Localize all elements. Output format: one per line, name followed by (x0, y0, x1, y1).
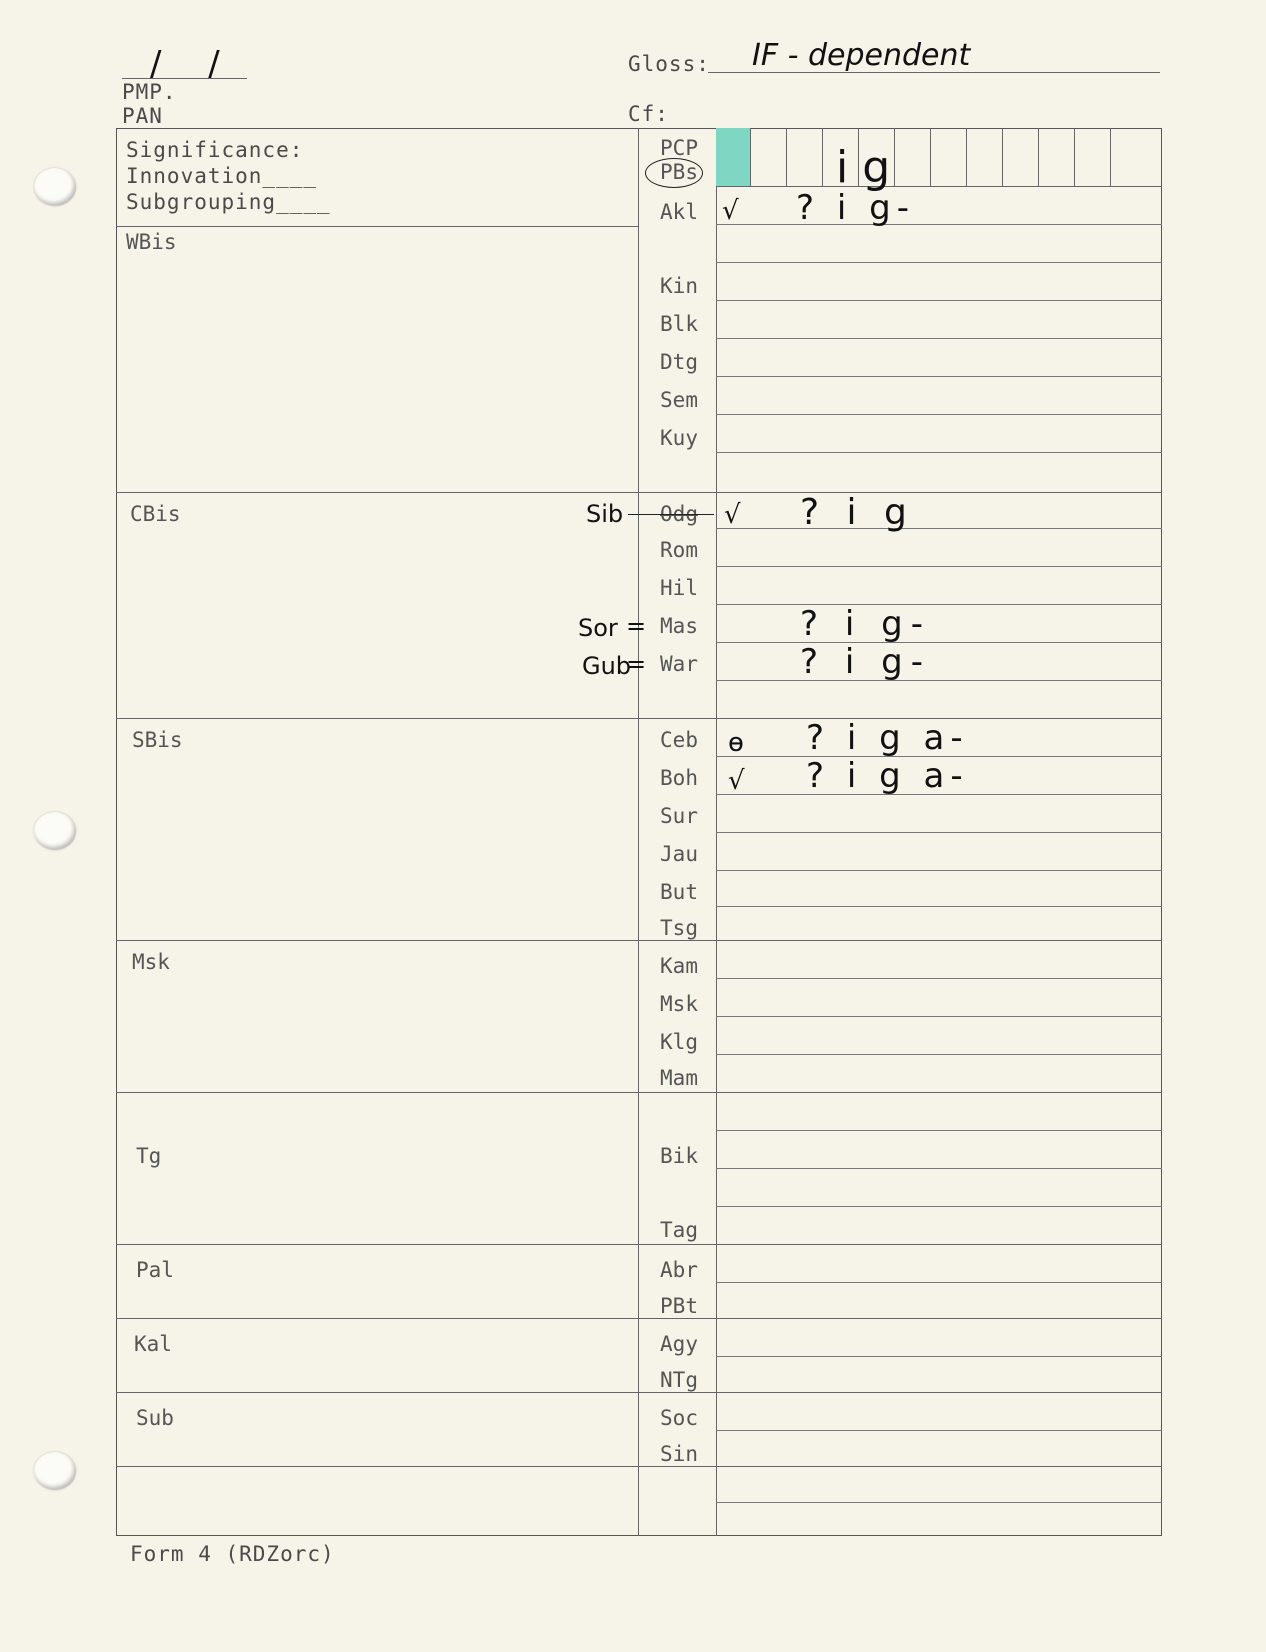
section-label-wbis: WBis (126, 230, 177, 254)
lang-sem: Sem (660, 388, 698, 412)
subgrouping-field: Subgrouping____ (126, 190, 331, 214)
data-line (716, 300, 1162, 301)
divider-significance (116, 226, 638, 227)
section-label-sub: Sub (136, 1406, 174, 1430)
lang-mas: Mas (660, 614, 698, 638)
boh-check: √ (728, 766, 745, 796)
war-form: ? i g- (800, 642, 931, 682)
section-label-sbis: SBis (132, 728, 183, 752)
divider-label-column (638, 128, 639, 1536)
data-line (716, 642, 1162, 643)
punch-hole-bottom (34, 1452, 76, 1490)
data-line (716, 832, 1162, 833)
lang-tsg: Tsg (660, 916, 698, 940)
section-label-tg: Tg (136, 1144, 162, 1168)
lang-blk: Blk (660, 312, 698, 336)
lang-abr: Abr (660, 1258, 698, 1282)
lang-soc: Soc (660, 1406, 698, 1430)
phoneme-cell (1111, 128, 1146, 186)
phoneme-grid-bottom (716, 186, 1162, 187)
punch-hole-top (34, 168, 76, 206)
pbs-form: ig (836, 142, 905, 193)
data-line (716, 566, 1162, 567)
phoneme-cell-highlight (716, 128, 751, 186)
section-label-pal: Pal (136, 1258, 174, 1282)
data-line (716, 376, 1162, 377)
data-line (716, 1054, 1162, 1055)
lang-ceb: Ceb (660, 728, 698, 752)
phoneme-cell (967, 128, 1003, 186)
lang-msk: Msk (660, 992, 698, 1016)
lang-sin: Sin (660, 1442, 698, 1466)
lang-agy: Agy (660, 1332, 698, 1356)
data-line (716, 262, 1162, 263)
data-line (716, 870, 1162, 871)
date-underline (122, 78, 247, 79)
section-label-kal: Kal (134, 1332, 172, 1356)
akl-check: √ (722, 196, 739, 226)
sor-label: Sor (578, 614, 618, 642)
data-line (716, 224, 1162, 225)
phoneme-grid (716, 128, 1162, 186)
phoneme-cell (931, 128, 967, 186)
data-line (716, 1282, 1162, 1283)
divider-cbis (116, 718, 1162, 719)
divider-msk (116, 1092, 1162, 1093)
gloss-value: IF - dependent (752, 38, 971, 73)
data-line (716, 978, 1162, 979)
gloss-label: Gloss: (628, 52, 710, 76)
lang-war: War (660, 652, 698, 676)
odg-check: √ (724, 500, 741, 530)
data-line (716, 1206, 1162, 1207)
pan-label: PAN (122, 104, 163, 128)
data-line (716, 906, 1162, 907)
sib-label: Sib (586, 500, 624, 528)
phoneme-cell (751, 128, 787, 186)
lang-kin: Kin (660, 274, 698, 298)
odg-form: ? i g (800, 492, 915, 533)
data-line (716, 338, 1162, 339)
phoneme-cell (1003, 128, 1039, 186)
data-line (716, 1168, 1162, 1169)
cf-label: Cf: (628, 102, 669, 126)
significance-title: Significance: (126, 138, 304, 162)
lang-odg: Odg (660, 502, 698, 526)
section-label-msk: Msk (132, 950, 170, 974)
lang-jau: Jau (660, 842, 698, 866)
lang-akl: Akl (660, 200, 698, 224)
boh-form: ? i g a- (806, 756, 969, 796)
lang-dtg: Dtg (660, 350, 698, 374)
lang-boh: Boh (660, 766, 698, 790)
pmp-label: PMP. (122, 80, 177, 104)
lang-sur: Sur (660, 804, 698, 828)
gub-equals: = (626, 650, 647, 678)
data-line (716, 1356, 1162, 1357)
divider-wbis (116, 492, 1162, 493)
lang-pbt: PBt (660, 1294, 698, 1318)
data-line (716, 1430, 1162, 1431)
phoneme-cell (1039, 128, 1075, 186)
divider-tg (116, 1244, 1162, 1245)
lang-but: But (660, 880, 698, 904)
gloss-underline (708, 72, 1160, 73)
data-line (716, 680, 1162, 681)
data-line (716, 452, 1162, 453)
lang-pcp: PCP (660, 136, 698, 160)
lang-kam: Kam (660, 954, 698, 978)
lang-hil: Hil (660, 576, 698, 600)
sor-equals: = (626, 612, 647, 640)
sib-strike (628, 514, 714, 515)
pbs-circle (645, 158, 703, 188)
gub-label: Gub (582, 652, 632, 680)
lang-bik: Bik (660, 1144, 698, 1168)
lang-tag: Tag (660, 1218, 698, 1242)
ceb-form: ? i g a- (806, 718, 969, 758)
lang-klg: Klg (660, 1030, 698, 1054)
section-label-cbis: CBis (130, 502, 181, 526)
data-line (716, 1502, 1162, 1503)
divider-pal (116, 1318, 1162, 1319)
date-slashes: / / (150, 44, 238, 84)
punch-hole-middle (34, 812, 76, 850)
phoneme-cell (787, 128, 823, 186)
data-line (716, 1016, 1162, 1017)
lang-ntg: NTg (660, 1368, 698, 1392)
data-line (716, 604, 1162, 605)
form-footer: Form 4 (RDZorc) (130, 1542, 335, 1566)
divider-sbis (116, 940, 1162, 941)
akl-form: ? i g- (796, 188, 915, 228)
mas-form: ? i g- (800, 604, 931, 644)
divider-kal (116, 1392, 1162, 1393)
data-line (716, 528, 1162, 529)
lang-rom: Rom (660, 538, 698, 562)
data-line (716, 414, 1162, 415)
lang-mam: Mam (660, 1066, 698, 1090)
innovation-field: Innovation____ (126, 164, 318, 188)
ceb-mark: ɵ (728, 728, 744, 758)
phoneme-cell (1075, 128, 1111, 186)
divider-sub (116, 1466, 1162, 1467)
lang-pbs: PBs (660, 160, 698, 184)
lang-kuy: Kuy (660, 426, 698, 450)
data-line (716, 1130, 1162, 1131)
